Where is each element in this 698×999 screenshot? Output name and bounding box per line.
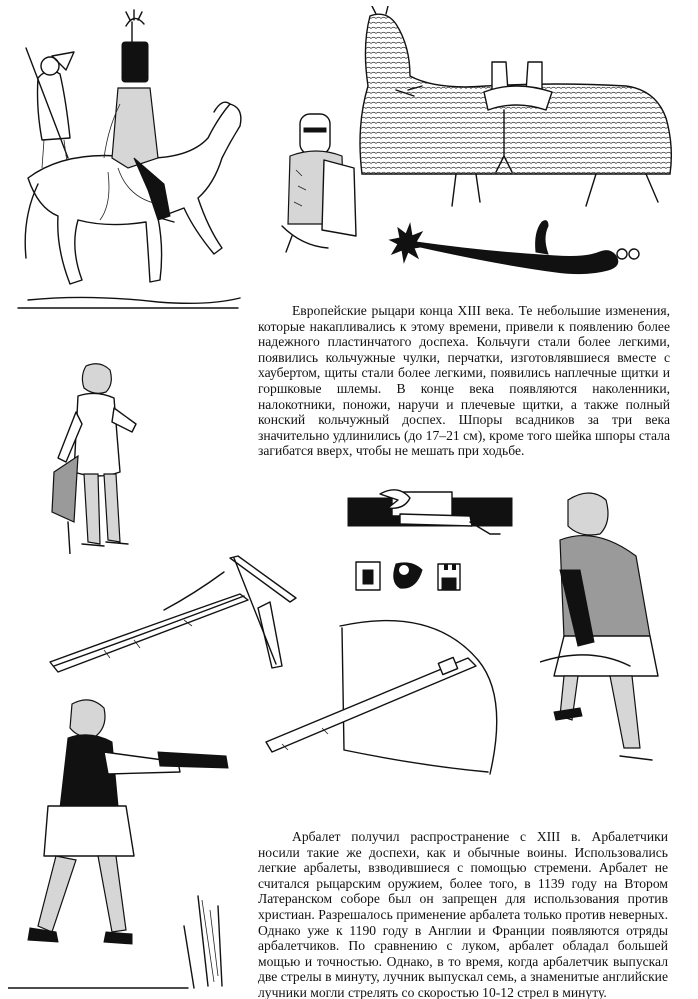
crossbow-with-bow-illustration (262, 612, 512, 778)
mounted-knight-illustration (8, 8, 248, 313)
knights-caption: Европейские рыцари конца XIII века. Те небольшие изменения, которые накапливались к этому времени, привели к появлению более надежного пластинчатого доспеха. Кольчуги стали более легкими, появились кольчужные чулки, перчатки, изготовлявшиеся вместе с хаубертом, щиты стали более легкими, появились наплечные щитки и горшковые шлемы. В конце века появляются наколенники, налокотники, поножи, наручи и плечевые щитки, а также полный конский кольчужный доспех. Шпоры всадников за три века значительно удлинились (до 17–21 см), кроме того шейка шпоры стала загибатся вверх, чтобы не мешать при ходьбе. (258, 303, 670, 459)
standing-soldier-illustration (48, 362, 148, 554)
crossbowman-spanning-illustration (540, 486, 676, 772)
crossbow-trigger-mechanism-illustration (340, 486, 516, 598)
crossbowman-aiming-illustration (8, 696, 254, 996)
crossbow-caption: Арбалет получил распространение с XIII в. Арбалетчики носили такие же доспехи, как и обычные воины. Использовались легкие арбалеты, взводившиеся с помощью стремени. Арбалет не считался рыцарским оружием, более того, в 1139 году на Втором Латеранском соборе был он запрещен для использования против христиан. Разрешалось применение арбалета только против неверных. Однако уже к 1190 году в Англии и Франции появляются отряды арбалетчиков. По сравнению с луком, арбалет обладал большей мощью и точностью. Однако, в то время, когда арбалетчик выпускал две стрелы в минуту, лучник выпускал семь, а знаменитые английские лучники могли стрелять со скоростью 10-12 стрел в минуту. (258, 829, 668, 999)
great-helm-knight-illustration (272, 106, 362, 254)
caparisoned-horse-illustration (356, 6, 686, 211)
rowel-spur-illustration (386, 212, 648, 284)
